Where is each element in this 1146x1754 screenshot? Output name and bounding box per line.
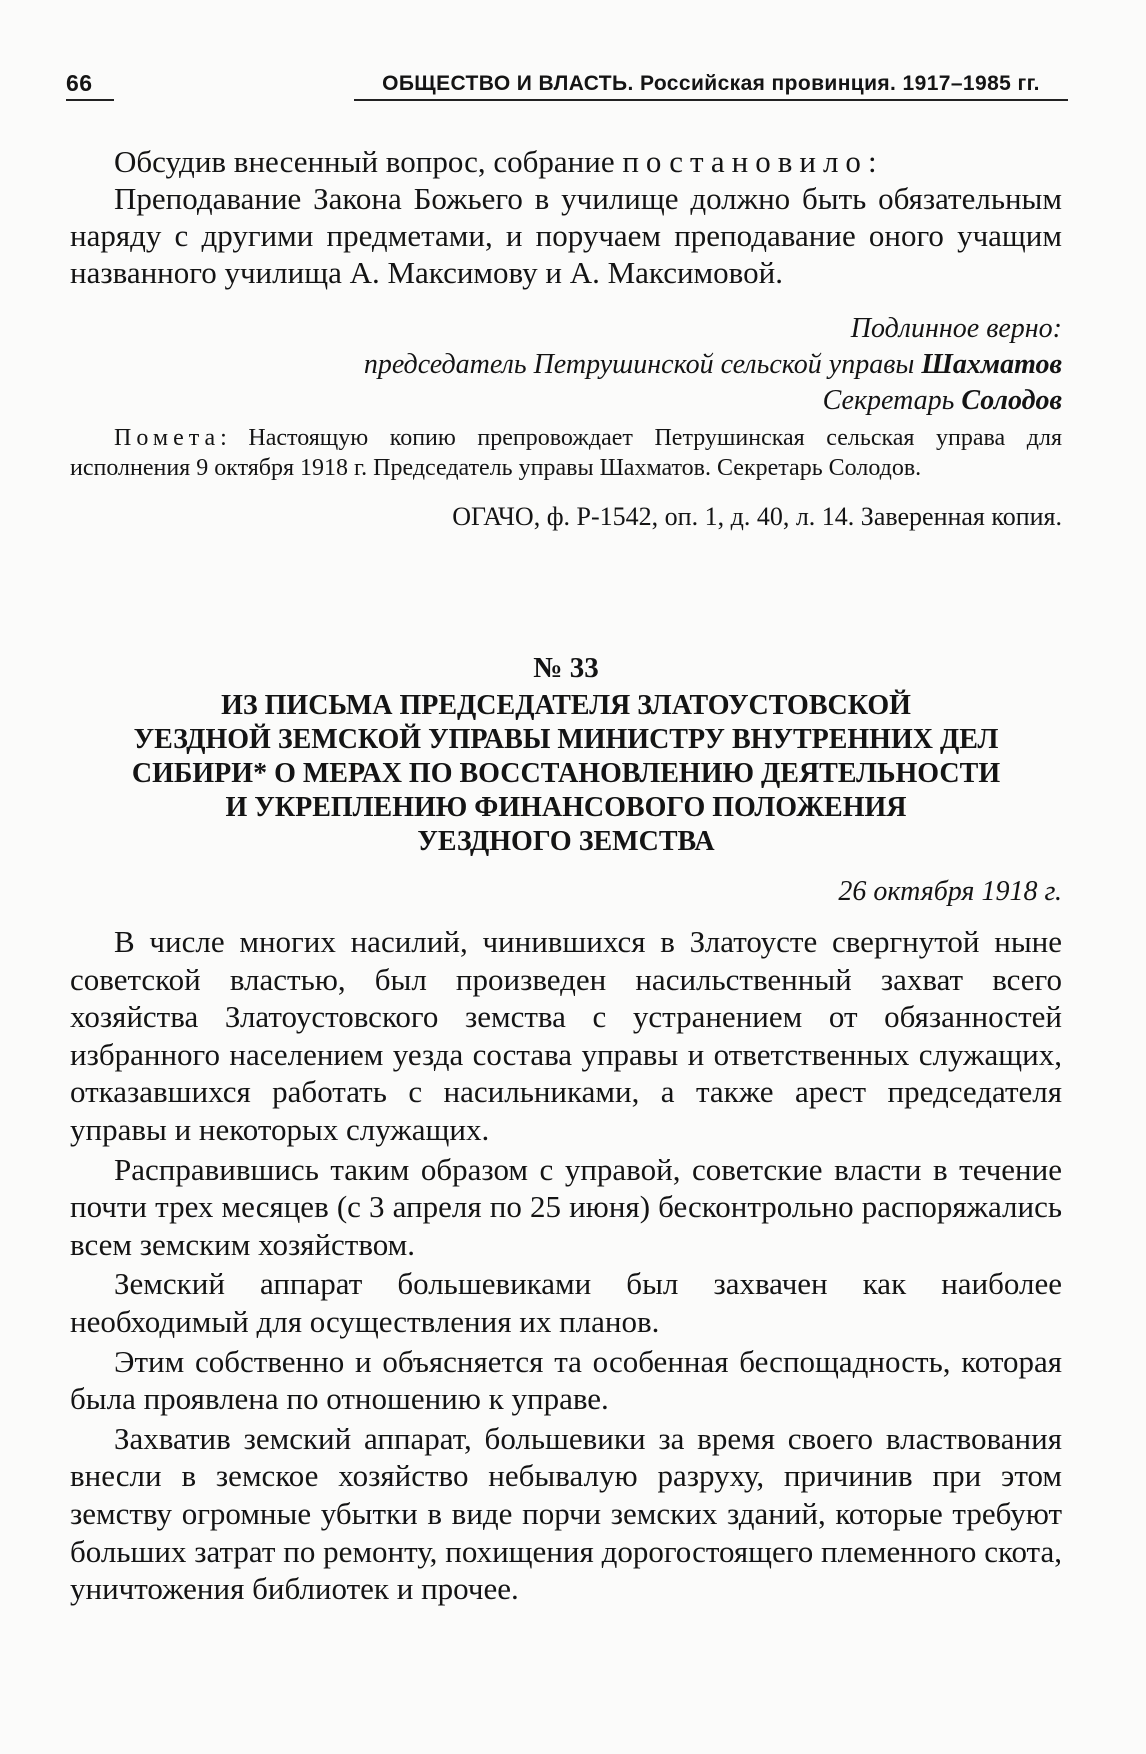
- document-title-line: И УКРЕПЛЕНИЮ ФИНАНСОВОГО ПОЛОЖЕНИЯ: [225, 792, 907, 823]
- document-title-line: УЕЗДНОГО ЗЕМСТВА: [417, 826, 715, 857]
- resolution-intro: Обсудив внесенный вопрос, собрание: [114, 144, 623, 179]
- chairman-signature: [70, 347, 1062, 383]
- authenticity-line: Подлинное верно:: [850, 313, 1062, 344]
- secretary-title: Секретарь: [822, 385, 962, 416]
- body-paragraph: Захватив земский аппарат, большевики за время своего властвования внесли в земское хозяйство небывалую разруху, причинив при этом земству огромные убытки в виде порчи земских зданий, которые требуют больших затрат по ремонту, похищения дорогостоящего племенного скота, уничтожения библиотек и прочее.: [70, 1420, 1062, 1607]
- note-paragraph: [70, 423, 1062, 483]
- document-body: [70, 923, 1062, 1608]
- note-label: Помета: [114, 425, 221, 451]
- running-header: [66, 66, 1068, 102]
- page-content: [70, 143, 1062, 1608]
- page-number-underline: [66, 99, 114, 101]
- document-title-line: ИЗ ПИСЬМА ПРЕДСЕДАТЕЛЯ ЗЛАТОУСТОВСКОЙ: [221, 690, 911, 721]
- secretary-name: Солодов: [961, 385, 1062, 416]
- resolution-text: Преподавание Закона Божьего в училище должно быть обязательным наряду с другими предметами, и поручаем преподавание оного учащим названного училища А. Максимову и А. Максимовой.: [70, 181, 1062, 290]
- running-title: ОБЩЕСТВО И ВЛАСТЬ. Российская провинция. 1917–1985 гг.: [382, 72, 1040, 95]
- document-number: № 33: [533, 652, 599, 684]
- body-paragraph: Расправившись таким образом с управой, советские власти в течение почти трех месяцев (с 3 апреля по 25 июня) бесконтрольно распоряжались всем земским хозяйством.: [70, 1151, 1062, 1262]
- header-rule: [354, 99, 1068, 101]
- document-title-line: УЕЗДНОЙ ЗЕМСКОЙ УПРАВЫ МИНИСТРУ ВНУТРЕННИХ ДЕЛ: [133, 724, 999, 755]
- resolution-colon: :: [867, 144, 877, 179]
- body-paragraph: Земский аппарат большевиками был захвачен как наиболее необходимый для осуществления их планов.: [70, 1266, 1062, 1339]
- page-number: 66: [66, 70, 93, 96]
- document-title: [70, 689, 1062, 859]
- secretary-signature: [70, 383, 1062, 419]
- chairman-title: председатель Петрушинской сельской управы: [363, 349, 922, 380]
- body-paragraph: В числе многих насилий, чинившихся в Златоусте свергнутой ныне советской властью, был произведен насильственный захват всего хозяйства Златоустовского земства с устранением от обязанностей избранного населением уезда состава управы и ответственных служащих, отказавшихся работать с насильниками, а также арест председателя управы и некоторых служащих.: [70, 924, 1062, 1147]
- body-paragraph: Этим собственно и объясняется та особенная беспощадность, которая была проявлена по отношению к управе.: [70, 1343, 1062, 1417]
- signature-block: [70, 311, 1062, 419]
- document-title-line: СИБИРИ* О МЕРАХ ПО ВОССТАНОВЛЕНИЮ ДЕЯТЕЛЬНОСТИ: [131, 758, 1001, 789]
- note-text: : Настоящую копию препровождает Петрушинская сельская управа для исполнения 9 октября 1918 г. Председатель управы Шахматов. Секретарь Солодов.: [70, 425, 1062, 481]
- resolution-intro-paragraph: [70, 143, 1062, 180]
- resolution-verb: постановило: [622, 144, 868, 179]
- chairman-name: Шахматов: [921, 349, 1062, 380]
- document-date: 26 октября 1918 г.: [838, 876, 1062, 907]
- archive-reference: ОГАЧО, ф. Р-1542, оп. 1, д. 40, л. 14. Заверенная копия.: [452, 502, 1062, 531]
